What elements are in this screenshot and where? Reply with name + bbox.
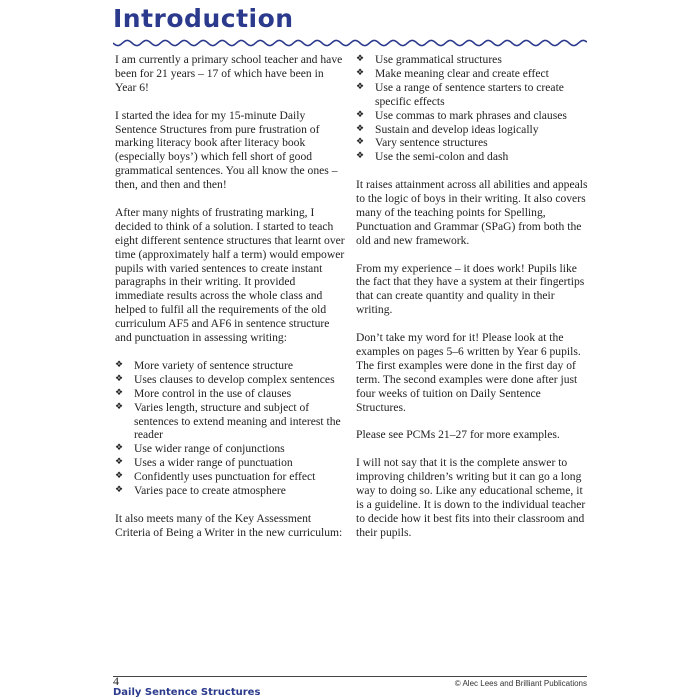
page-title: Introduction — [113, 4, 294, 33]
footer-rule — [113, 676, 587, 677]
diamond-bullet-icon: ❖ — [115, 485, 124, 496]
diamond-bullet-icon: ❖ — [115, 443, 124, 454]
diamond-bullet-icon: ❖ — [356, 67, 365, 78]
list-item: ❖ Use commas to mark phrases and clauses — [356, 108, 567, 122]
list-item: ❖ Sustain and develop ideas logically — [356, 122, 539, 136]
list-item: ❖ Vary sentence structures — [356, 136, 488, 150]
origin-paragraph: I started the idea for my 15-minute Daily Sentence Structures from pure frustration of marking literacy book after literacy book (especially boys’) which fell short of good grammatical sentences. You all know the ones – then, and then and then! — [115, 108, 338, 192]
list-item: ❖ Make meaning clear and create effect — [356, 66, 549, 80]
list-item: ❖ Uses a wider range of punctuation — [115, 456, 293, 470]
assessment-bullet-list — [115, 359, 347, 498]
diamond-bullet-icon: ❖ — [115, 471, 124, 482]
list-item: ❖ Confidently uses punctuation for effect — [115, 470, 316, 484]
list-item: ❖ Uses clauses to develop complex sentences — [115, 372, 335, 386]
diamond-bullet-icon: ❖ — [356, 81, 365, 92]
diamond-bullet-icon: ❖ — [356, 151, 365, 162]
left-column — [115, 53, 347, 554]
wavy-divider — [113, 38, 587, 48]
copyright-notice: © Alec Lees and Brilliant Publications — [454, 679, 587, 688]
diamond-bullet-icon: ❖ — [356, 109, 365, 120]
solution-paragraph: After many nights of frustrating marking, I decided to think of a solution. I started to teach eight different sentence structures that learnt over time (approximately half a term) would empower pupils with varied sentences to create instant paragraphs in their writing. It provided immediate results across the whole class and helped to fulfil all the requirements of the old curriculum AF5 and AF6 in sentence structure and punctuation in assessing writing: — [115, 205, 345, 345]
list-item: ❖ Use grammatical structures — [356, 53, 502, 66]
page-number: 4 — [113, 674, 119, 688]
diamond-bullet-icon: ❖ — [356, 54, 365, 64]
diamond-bullet-icon: ❖ — [356, 123, 365, 134]
diamond-bullet-icon: ❖ — [115, 457, 124, 468]
list-item: ❖ Use the semi-colon and dash — [356, 150, 509, 164]
diamond-bullet-icon: ❖ — [115, 401, 124, 412]
series-title: Daily Sentence Structures — [113, 687, 261, 698]
diamond-bullet-icon: ❖ — [115, 359, 124, 370]
list-item: ❖ Use a range of sentence starters to create specific effects — [356, 80, 564, 108]
attainment-paragraph: It raises attainment across all abilities and appeals to the logic of boys in their writing. It also covers many of the teaching points for Spelling, Punctuation and Grammar (SPaG) from both the old and new framework. — [356, 178, 588, 247]
list-item: ❖ More variety of sentence structure — [115, 358, 294, 372]
pcm-paragraph: Please see PCMs 21–27 for more examples. — [356, 428, 560, 442]
experience-paragraph: From my experience – it does work! Pupils like the fact that they have a system at their fingertips that can create quantity and quality in their writing. — [356, 261, 585, 317]
list-item: ❖ More control in the use of clauses — [115, 386, 292, 400]
list-item: ❖ Varies pace to create atmosphere — [115, 484, 286, 498]
list-item: ❖ Varies length, structure and subject of sentences to extend meaning and interest the reader — [115, 400, 341, 442]
list-item: ❖ Use wider range of conjunctions — [115, 442, 285, 456]
closing-paragraph: I will not say that it is the complete answer to improving children’s writing but it can go a long way to doing so. Like any educational scheme, it is a guideline. It is down to the individual teacher to decide how it best fits into their classroom and their pupils. — [356, 456, 586, 539]
right-column — [356, 53, 588, 554]
criteria-paragraph: It also meets many of the Key Assessment Criteria of Being a Writer in the new curriculum: — [115, 511, 343, 539]
intro-paragraph: I am currently a primary school teacher and have been for 21 years – 17 of which have been in Year 6! — [115, 53, 343, 94]
diamond-bullet-icon: ❖ — [356, 137, 365, 148]
diamond-bullet-icon: ❖ — [115, 373, 124, 384]
examples-paragraph: Don’t take my word for it! Please look at the examples on pages 5–6 written by Year 6 pupils. The first examples were done in the first day of term. The second examples were done after just four weeks of tuition on Daily Sentence Structures. — [356, 331, 581, 414]
criteria-bullet-list — [356, 53, 588, 164]
diamond-bullet-icon: ❖ — [115, 387, 124, 398]
